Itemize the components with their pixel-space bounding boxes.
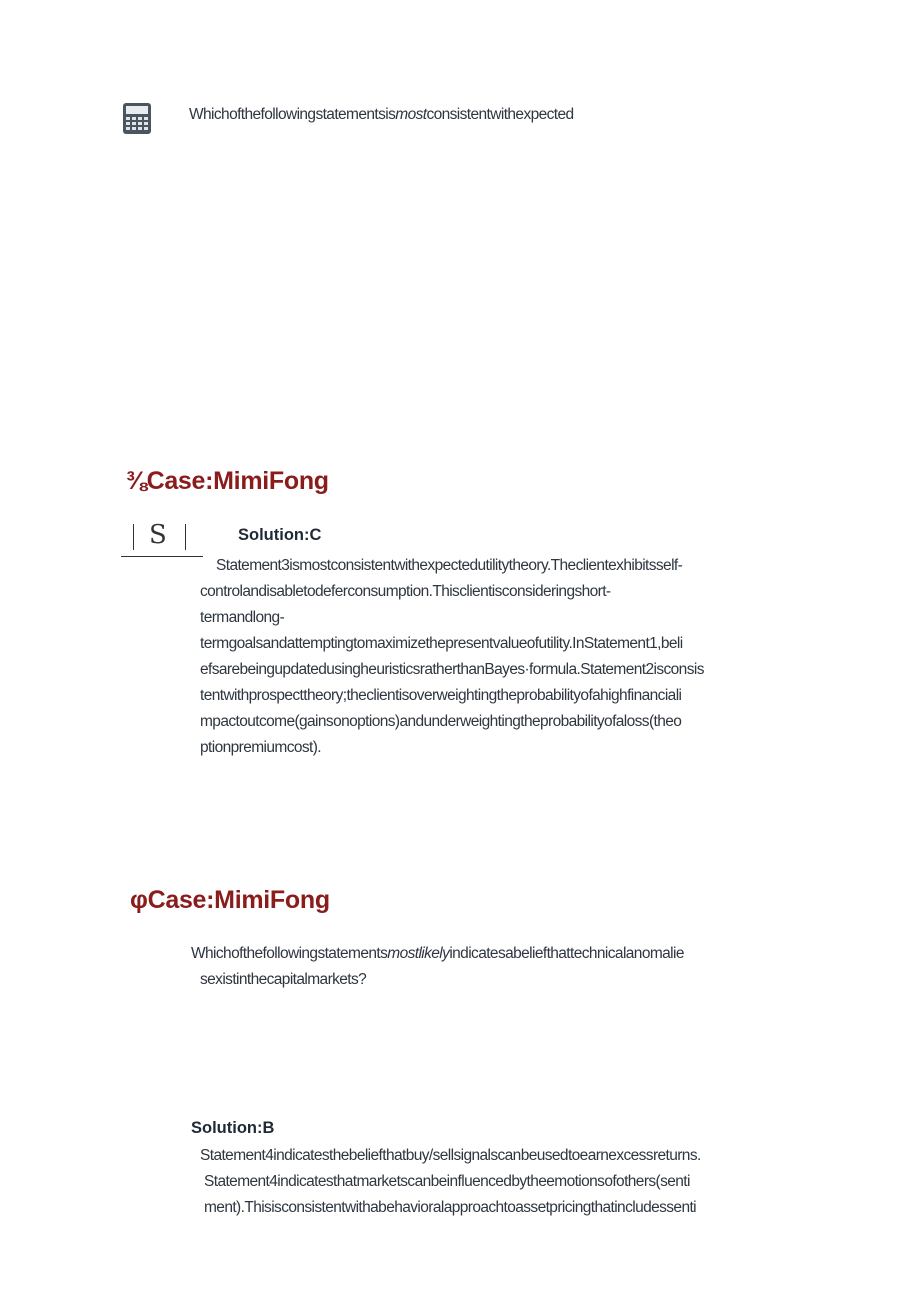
case-1-name: Case:MimiFong [146,467,329,495]
solution-1-line: efsarebeingupdatedusingheuristicsratherthanBayes·formula.Statement2isconsis [200,661,704,678]
solution-1-body [0,553,704,761]
solution-1-line: ptionpremiumcost). [200,739,321,756]
case-2-prefix: φ [130,886,148,914]
case-2-title [130,886,330,915]
solution-1-line: termgoalsandattemptingtomaximizethepresentvalueofutility.InStatement1,beli [200,635,683,652]
question-1-post: consistentwithexpected [426,106,574,123]
question-2-pre: Whichofthefollowingstatements [191,945,388,962]
solution-2-line: Statement4indicatesthebeliefthatbuy/sellsignalscanbeusedtoearnexcessreturns. [200,1147,701,1164]
calculator-icon [122,102,152,135]
question-2-emphasis: mostlikely [387,945,450,962]
solution-1-label: Solution:C [238,526,322,544]
solution-1-line: Statement3ismostconsistentwithexpectedutilitytheory.Theclientexhibitsself- [216,557,683,574]
solution-2-body [0,1143,701,1221]
question-2-line-1 [0,941,684,967]
question-2-post: indicatesabeliefthattechnicalanomalie [449,945,684,962]
question-2-text [0,941,684,993]
solution-2-label: Solution:B [191,1119,275,1137]
question-2-line-2: sexistinthecapitalmarkets? [200,971,367,988]
solution-2-line: ment).Thisisconsistentwithabehavioralapproachtoassetpricingthatincludessenti [204,1199,697,1216]
case-2-name: Case:MimiFong [147,886,330,914]
solution-1-line: mpactoutcome(gainsonoptions)andunderweightingtheprobabilityofaloss(theo [200,713,682,730]
case-1-title [126,467,329,496]
solution-1-line: termandlong- [200,609,285,626]
question-1-emphasis: most [395,106,427,123]
solution-2-line: Statement4indicatesthatmarketscanbeinfluencedbytheemotionsofothers(senti [204,1173,690,1190]
question-1-text [189,106,574,124]
solution-1-line: controlandisabletodeferconsumption.Thisclientisconsideringshort- [200,583,611,600]
solution-s-letter: S [149,520,167,550]
solution-1-line: tentwithprospecttheory;theclientisoverweightingtheprobabilityofahighfinanciali [200,687,682,704]
case-1-prefix: ⅜ [126,467,147,495]
question-1-pre: Whichofthefollowingstatementsis [189,106,396,123]
